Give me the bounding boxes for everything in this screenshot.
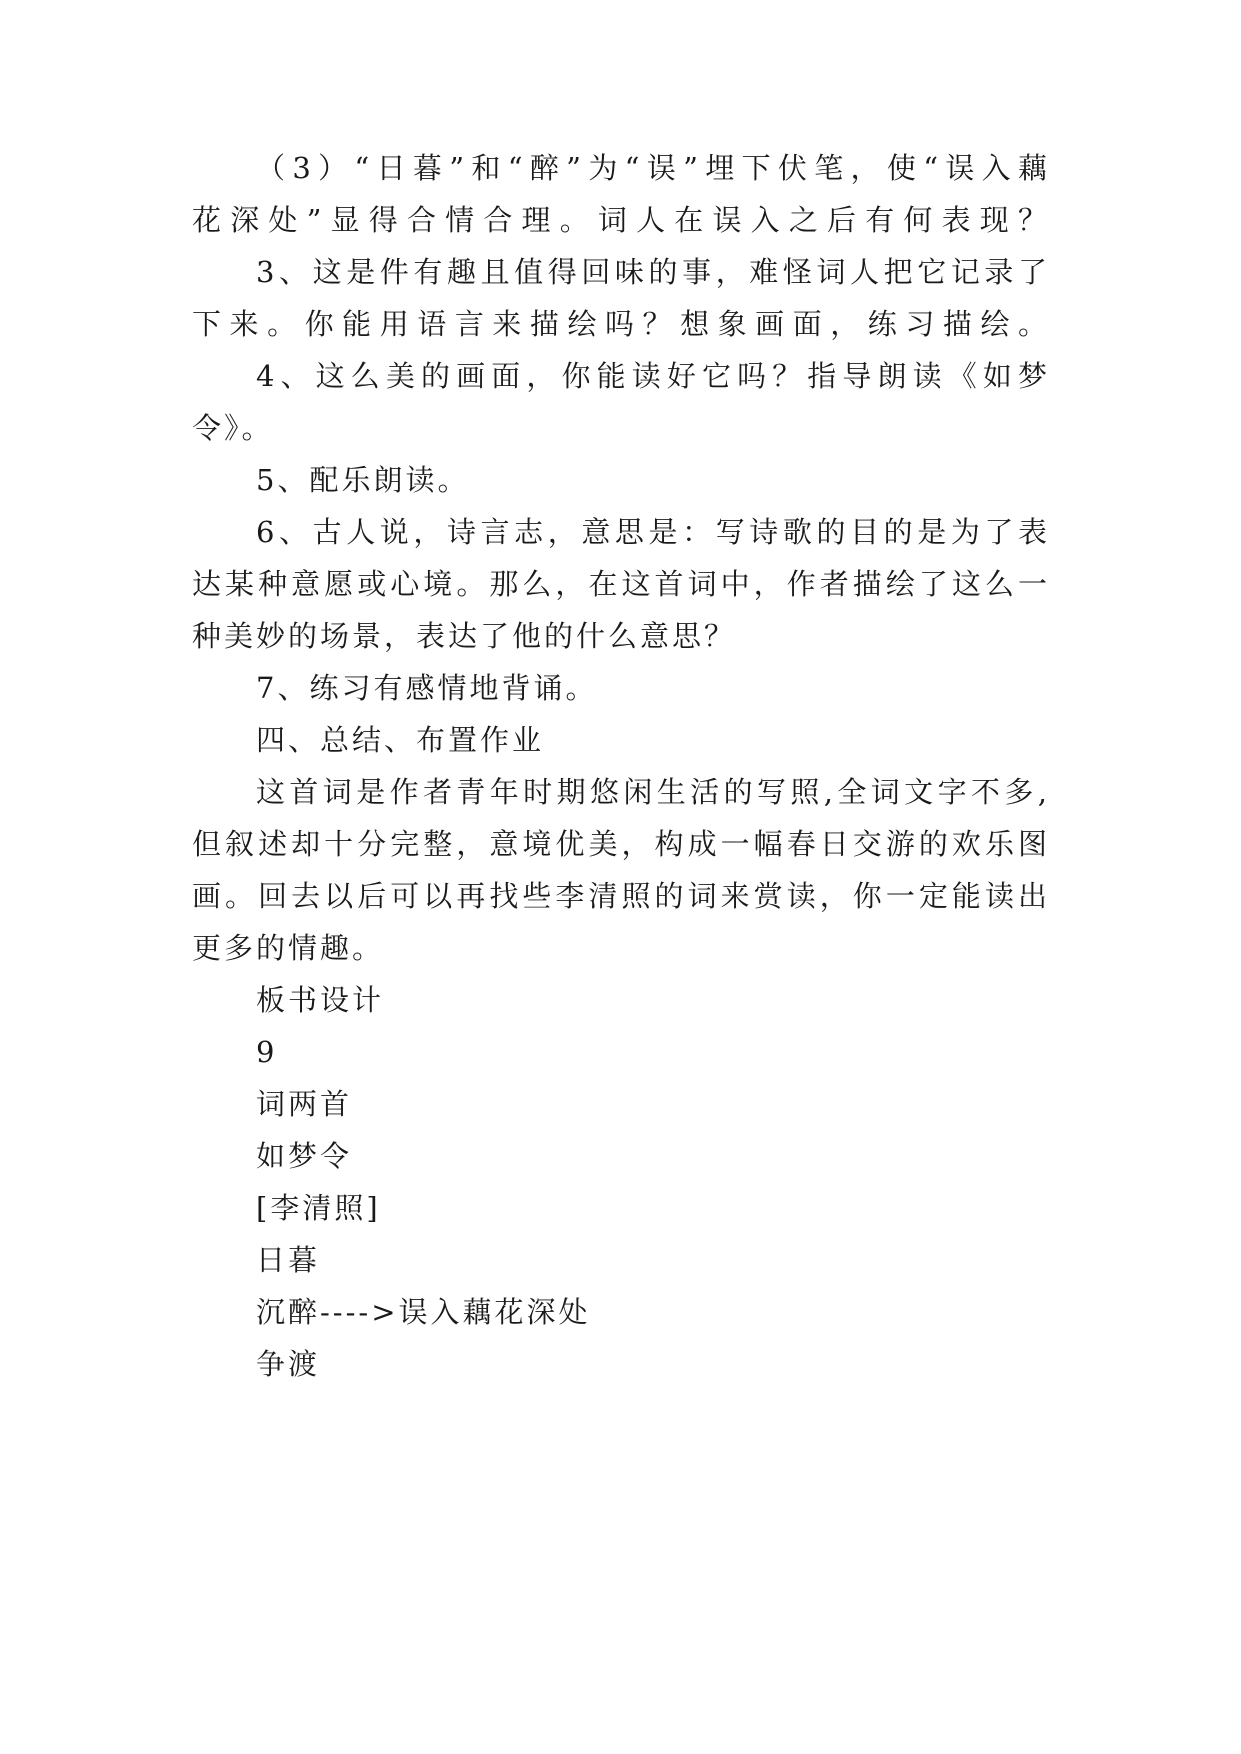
paragraph-line: 5、配乐朗读。 bbox=[256, 463, 470, 497]
paragraph-line: 种美妙的场景，表达了他的什么意思？ bbox=[192, 619, 737, 653]
board-item: 沉醉---->误入藕花深处 bbox=[256, 1295, 591, 1329]
board-lesson-number: 9 bbox=[256, 1035, 278, 1069]
paragraph-line: 7、练习有感情地背诵。 bbox=[256, 671, 598, 705]
document-page bbox=[192, 0, 1047, 1754]
board-author: [李清照] bbox=[256, 1191, 381, 1225]
paragraph-line: 达某种意愿或心境。那么，在这首词中，作者描绘了这么一 bbox=[192, 567, 1047, 601]
paragraph-line: 3、这是件有趣且值得回味的事，难怪词人把它记录了 bbox=[256, 255, 1047, 289]
section-heading: 四、总结、布置作业 bbox=[256, 723, 545, 757]
board-design-title: 板书设计 bbox=[256, 983, 385, 1017]
paragraph-line: 4、这么美的画面，你能读好它吗？指导朗读《如梦 bbox=[256, 359, 1047, 393]
board-lesson-title: 词两首 bbox=[256, 1087, 353, 1121]
paragraph-line: （3）“日暮”和“醉”为“误”埋下伏笔，使“误入藕 bbox=[256, 151, 1047, 185]
board-item: 日暮 bbox=[256, 1243, 321, 1277]
paragraph-line: 花深处”显得合情合理。词人在误入之后有何表现？ bbox=[192, 203, 1047, 237]
paragraph-line: 令》。 bbox=[192, 411, 274, 445]
paragraph-line: 更多的情趣。 bbox=[192, 931, 385, 965]
paragraph-line: 这首词是作者青年时期悠闲生活的写照,全词文字不多, bbox=[256, 775, 1047, 809]
paragraph-line: 但叙述却十分完整，意境优美，构成一幅春日交游的欢乐图 bbox=[192, 827, 1047, 861]
board-poem-title: 如梦令 bbox=[256, 1139, 353, 1173]
board-item: 争渡 bbox=[256, 1347, 321, 1381]
paragraph-line: 下来。你能用语言来描绘吗？想象画面，练习描绘。 bbox=[192, 307, 1047, 341]
paragraph-line: 画。回去以后可以再找些李清照的词来赏读，你一定能读出 bbox=[192, 879, 1047, 913]
paragraph-line: 6、古人说，诗言志，意思是：写诗歌的目的是为了表 bbox=[256, 515, 1047, 549]
